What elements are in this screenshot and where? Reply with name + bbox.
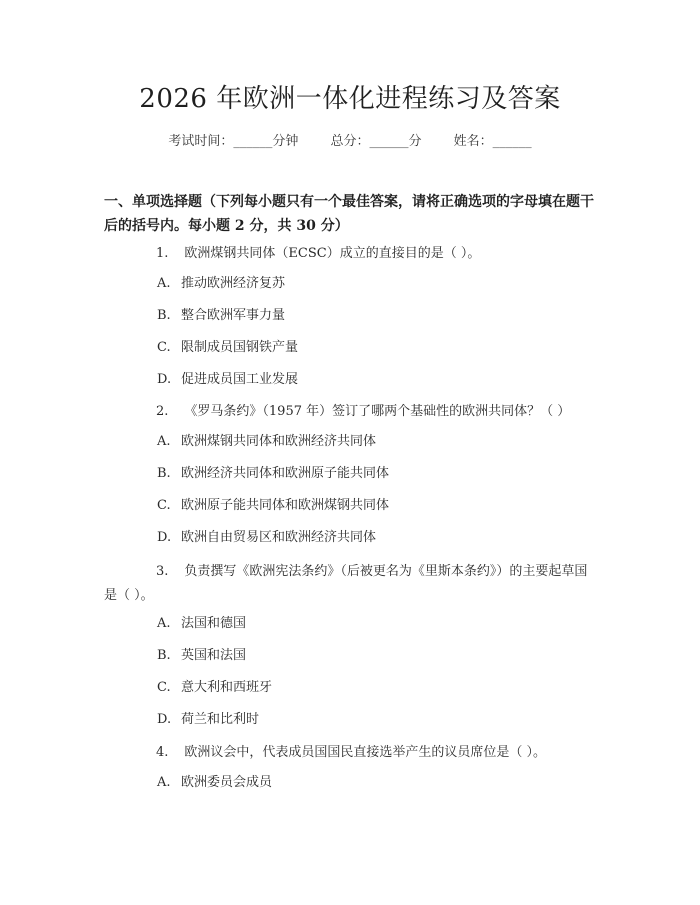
question-3-option-b (157, 646, 246, 666)
option-letter: D. (157, 712, 172, 727)
option-text: 欧洲委员会成员 (181, 775, 273, 790)
question-number: 4. (156, 745, 169, 760)
question-text: 负责撰写《欧洲宪法条约》（后被更名为《里斯本条约》）的主要起草国是（ ）。 (104, 564, 588, 603)
question-1-option-c (157, 338, 298, 358)
question-4-option-a (157, 773, 272, 793)
question-1-option-a (157, 274, 285, 294)
option-text: 欧洲煤钢共同体和欧洲经济共同体 (181, 434, 377, 449)
question-3 (104, 560, 600, 608)
option-letter: A. (157, 434, 171, 449)
document-title: 2026 年欧洲一体化进程练习及答案 (139, 84, 561, 114)
question-2-option-a (157, 432, 376, 452)
option-text: 推动欧洲经济复苏 (181, 276, 286, 291)
question-1 (104, 242, 600, 266)
option-text: 促进成员国工业发展 (181, 372, 299, 387)
question-text: 欧洲议会中，代表成员国国民直接选举产生的议员席位是（ ）。 (184, 745, 547, 760)
section-heading: 一、单项选择题（下列每小题只有一个最佳答案，请将正确选项的字母填在题干后的括号内。每小题 2 分，共 30 分） (104, 194, 594, 234)
question-text: 《罗马条约》（1957 年）签订了哪两个基础性的欧洲共同体？（ ） (184, 404, 571, 419)
question-text: 欧洲煤钢共同体（ECSC）成立的直接目的是（ ）。 (184, 246, 481, 261)
option-text: 整合欧洲军事力量 (181, 308, 286, 323)
student-name-field: 姓名：______ (453, 134, 532, 149)
question-3-option-d (157, 710, 259, 730)
total-score-field: 总分：______分 (330, 134, 422, 149)
question-2-option-b (157, 464, 389, 484)
option-letter: C. (157, 340, 171, 355)
question-3-option-a (157, 614, 246, 634)
exam-time-field: 考试时间：______分钟 (168, 134, 299, 149)
question-4 (104, 741, 600, 765)
question-2-option-c (157, 496, 389, 516)
option-letter: D. (157, 530, 172, 545)
option-letter: B. (157, 466, 171, 481)
option-text: 欧洲经济共同体和欧洲原子能共同体 (181, 466, 390, 481)
question-number: 1. (156, 246, 169, 261)
option-letter: A. (157, 616, 171, 631)
option-text: 荷兰和比利时 (181, 712, 260, 727)
option-text: 欧洲自由贸易区和欧洲经济共同体 (181, 530, 377, 545)
question-2-option-d (157, 528, 376, 548)
question-3-option-c (157, 678, 272, 698)
option-text: 法国和德国 (181, 616, 247, 631)
option-letter: C. (157, 498, 171, 513)
option-letter: B. (157, 648, 171, 663)
option-text: 英国和法国 (181, 648, 247, 663)
option-text: 限制成员国钢铁产量 (181, 340, 299, 355)
option-text: 意大利和西班牙 (181, 680, 273, 695)
option-letter: D. (157, 372, 172, 387)
question-number: 3. (156, 564, 169, 579)
option-letter: B. (157, 308, 171, 323)
question-1-option-b (157, 306, 285, 326)
question-1-option-d (157, 370, 298, 390)
option-letter: C. (157, 680, 171, 695)
exam-info-line (0, 132, 700, 152)
option-text: 欧洲原子能共同体和欧洲煤钢共同体 (181, 498, 390, 513)
option-letter: A. (157, 276, 171, 291)
question-2 (104, 400, 600, 424)
question-number: 2. (156, 404, 169, 419)
option-letter: A. (157, 775, 171, 790)
